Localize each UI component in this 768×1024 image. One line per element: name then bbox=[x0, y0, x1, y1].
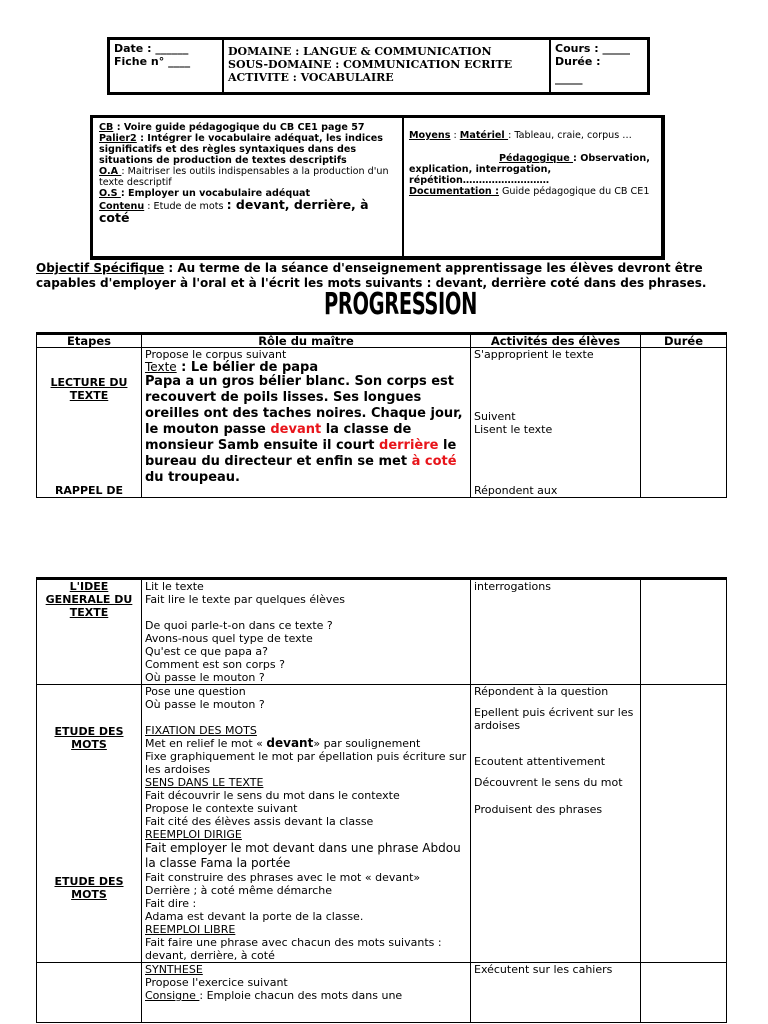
section-synthese: SYNTHESE bbox=[145, 963, 203, 976]
activites-cell bbox=[471, 348, 641, 498]
progression-table-bottom bbox=[36, 577, 727, 1023]
moyens-line: Moyens : Matériel : Tableau, craie, corpus … bbox=[409, 130, 632, 141]
consigne-line: Consigne : Emploie chacun des mots dans une bbox=[145, 989, 403, 1002]
duree-cell bbox=[641, 348, 727, 498]
duree-blank: _____ bbox=[555, 72, 583, 85]
progression-table-top bbox=[36, 332, 727, 498]
role-line: Propose le contexte suivant bbox=[145, 802, 298, 815]
duree-cell bbox=[641, 963, 727, 1023]
role-line: Propose l'exercice suivant bbox=[145, 976, 288, 989]
texte-title-line: Texte : Le bélier de papa bbox=[145, 360, 319, 375]
role-line: Qu'est ce que papa a? bbox=[145, 645, 269, 658]
sous-domaine-text: SOUS-DOMAINE : COMMUNICATION ECRITE bbox=[228, 58, 513, 71]
story-text: Papa a un gros bélier blanc. Son corps est recouvert de poils lisses. Ses longues oreilles ont des taches noires. Chaque jour, le mouton passe devant la classe de monsieur Samb ensuite il court derrière le bureau du directeur et enfin se met à coté du troupeau. bbox=[145, 374, 463, 485]
info-left bbox=[93, 118, 404, 256]
role-cell bbox=[142, 963, 471, 1023]
role-line: Adama est devant la porte de la classe. bbox=[145, 910, 364, 923]
date-fiche-cell bbox=[110, 40, 224, 92]
act-line: Epellent puis écrivent sur les ardoises bbox=[474, 706, 634, 732]
role-line: Fait cité des élèves assis devant la classe bbox=[145, 815, 374, 828]
act-line: Lisent le texte bbox=[474, 423, 553, 436]
table-row bbox=[37, 685, 727, 963]
role-line: Comment est son corps ? bbox=[145, 658, 285, 671]
activite-text: ACTIVITE : VOCABULAIRE bbox=[228, 71, 394, 84]
role-line: Pose une question bbox=[145, 685, 246, 698]
palier-line: Palier2 : Intégrer le vocabulaire adéquat, les indices significatifs et des règles syntaxiques dans des situations de production de textes descriptifs bbox=[99, 133, 384, 166]
role-line: Lit le texte bbox=[145, 580, 204, 593]
role-line: Fait découvrir le sens du mot dans le contexte bbox=[145, 789, 400, 802]
role-line: Derrière ; à coté même démarche bbox=[145, 884, 332, 897]
table-row bbox=[37, 963, 727, 1023]
duree-cell bbox=[641, 579, 727, 685]
duree-label: Durée : bbox=[555, 55, 601, 68]
role-cell bbox=[142, 685, 471, 963]
etape-cell bbox=[37, 685, 142, 963]
header-activites: Activités des élèves bbox=[471, 334, 641, 348]
header-duree: Durée bbox=[641, 334, 727, 348]
act-line: Suivent bbox=[474, 410, 516, 423]
duree-cell bbox=[641, 685, 727, 963]
etape-etude-2: ETUDE DES MOTS bbox=[54, 875, 124, 901]
role-line: Où passe le mouton ? bbox=[145, 698, 265, 711]
role-line: Fait employer le mot devant dans une phrase Abdou la classe Fama la portée bbox=[145, 841, 461, 870]
os-line: O.S : Employer un vocabulaire adéquat bbox=[99, 188, 311, 199]
cours-duree-cell bbox=[551, 40, 647, 92]
header-box bbox=[107, 37, 650, 95]
cb-line: CB : Voire guide pédagogique du CB CE1 page 57 bbox=[99, 122, 365, 133]
date-label: Date : ______ bbox=[114, 42, 189, 55]
cours-label: Cours : _____ bbox=[555, 42, 630, 55]
act-line: Répondent à la question bbox=[474, 685, 609, 698]
progression-title: PROGRESSION bbox=[324, 287, 477, 322]
activites-cell: Exécutent sur les cahiers bbox=[471, 963, 641, 1023]
act-line: Découvrent le sens du mot bbox=[474, 776, 623, 789]
fiche-label: Fiche n° ____ bbox=[114, 55, 191, 68]
role-line: Fait construire des phrases avec le mot « devant» bbox=[145, 871, 421, 884]
objective-text: Objectif Spécifique : Au terme de la séance d'enseignement apprentissage les élèves devront être capables d'employer à l'oral et à l'écrit les mots suivants : devant, derrière coté dans des phrases. bbox=[36, 261, 707, 290]
role-cell bbox=[142, 579, 471, 685]
contenu-line: Contenu : Etude de mots : devant, derrière, à coté bbox=[99, 197, 369, 225]
role-intro: Propose le corpus suivant bbox=[145, 348, 287, 361]
table-header-row bbox=[37, 334, 727, 348]
oa-line: O.A : Maitriser les outils indispensables a la production d'un texte descriptif bbox=[99, 166, 389, 188]
act-line: S'approprient le texte bbox=[474, 348, 594, 361]
section-reemploi-dirige: REEMPLOI DIRIGE bbox=[145, 828, 242, 841]
etape-cell bbox=[37, 963, 142, 1023]
etape-etude-1: ETUDE DES MOTS bbox=[54, 725, 124, 751]
info-box bbox=[90, 115, 665, 260]
domain-cell bbox=[224, 40, 551, 92]
table-row bbox=[37, 348, 727, 498]
activites-cell: interrogations bbox=[471, 579, 641, 685]
etape-idee: L'IDEE GENERALE DU TEXTE bbox=[37, 579, 142, 685]
etape-lecture: LECTURE DU TEXTE bbox=[50, 376, 128, 402]
info-right bbox=[404, 118, 661, 256]
section-sens: SENS DANS LE TEXTE bbox=[145, 776, 264, 789]
domaine-text: DOMAINE : LANGUE & COMMUNICATION bbox=[228, 45, 492, 58]
etape-rappel: RAPPEL DE bbox=[54, 484, 124, 497]
act-line: Produisent des phrases bbox=[474, 803, 603, 816]
section-reemploi-libre: REEMPLOI LIBRE bbox=[145, 923, 236, 936]
activites-cell bbox=[471, 685, 641, 963]
table-row bbox=[37, 579, 727, 685]
role-line: Fixe graphiquement le mot par épellation puis écriture sur les ardoises bbox=[145, 750, 467, 776]
relief-line: Met en relief le mot « devant» par soulignement bbox=[145, 736, 421, 750]
role-line: Fait dire : bbox=[145, 897, 197, 910]
header-role: Rôle du maître bbox=[142, 334, 471, 348]
act-line: Répondent aux bbox=[474, 484, 558, 497]
role-line: Fait faire une phrase avec chacun des mots suivants : devant, derrière, à coté bbox=[145, 936, 442, 962]
documentation-line: Documentation : Guide pédagogique du CB CE1 bbox=[409, 186, 650, 197]
act-line: Ecoutent attentivement bbox=[474, 755, 606, 768]
role-line: De quoi parle-t-on dans ce texte ? bbox=[145, 619, 333, 632]
pedagogique-line: Pédagogique : Observation, explication, interrogation, répétition……………………… bbox=[409, 153, 650, 186]
etape-cell bbox=[37, 348, 142, 498]
role-cell bbox=[142, 348, 471, 498]
role-line: Avons-nous quel type de texte bbox=[145, 632, 313, 645]
section-fixation: FIXATION DES MOTS bbox=[145, 724, 257, 737]
role-line: Fait lire le texte par quelques élèves bbox=[145, 593, 345, 606]
header-etapes: Etapes bbox=[37, 334, 142, 348]
role-line: Où passe le mouton ? bbox=[145, 671, 265, 684]
